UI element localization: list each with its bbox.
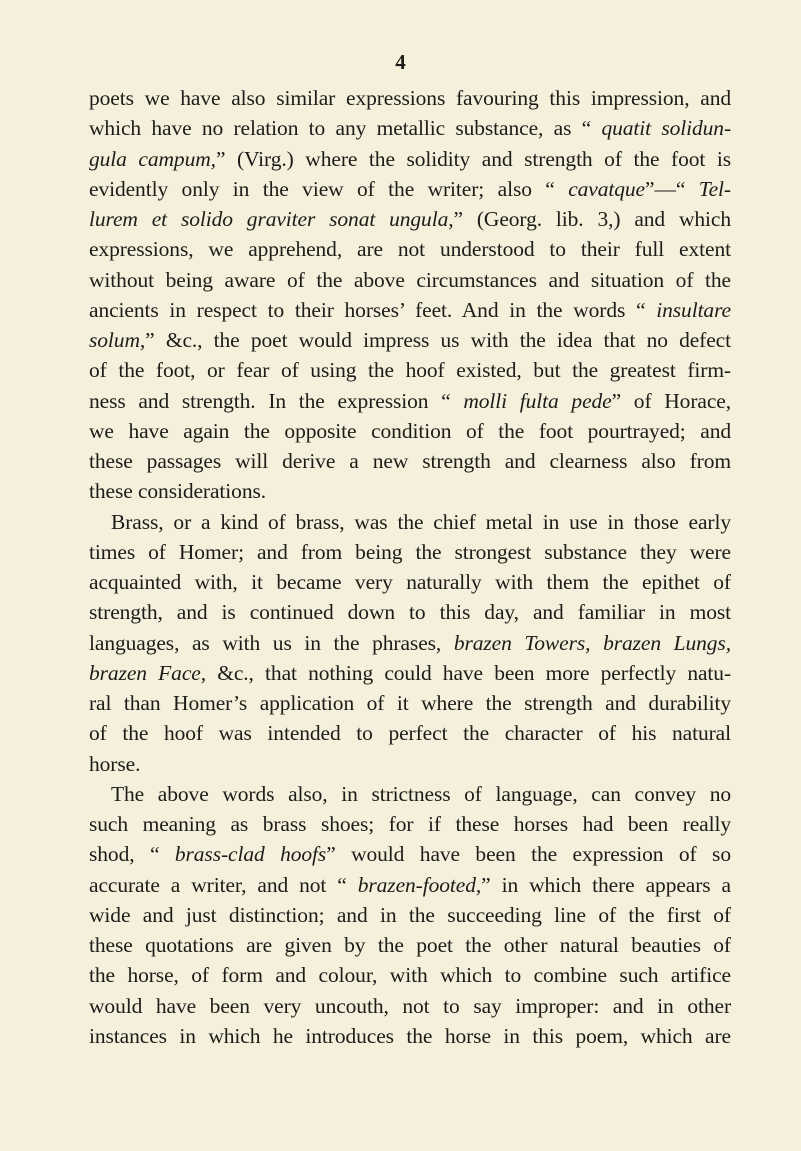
text-line [89,688,731,718]
text-line [89,839,731,869]
text-line [89,295,731,325]
text-segment: acquainted with, it became very naturally with them the epithet of [89,570,731,594]
text-segment: ”—“ [645,176,699,201]
text-segment: horse. [89,751,141,776]
text-line [89,900,731,930]
text-line [89,174,731,204]
text-segment: poets we have also similar expressions favouring this impression, and [89,86,731,110]
text-line [89,537,731,567]
text-line [89,749,731,779]
text-line [89,83,731,113]
text-segment: these quotations are given by the poet the other natural beauties of [89,933,731,957]
italic-text: brazen Towers, [453,630,591,655]
text-segment: of the hoof was intended to perfect the character of his natural [89,721,731,746]
text-line [89,991,731,1021]
text-line [89,658,731,688]
text-line [89,628,731,658]
text-segment: the horse, of form and colour, with which to combine such artifice [89,963,731,988]
text-segment: &c., that nothing could have been more perfectly natu- [206,660,732,685]
text-segment: instances in which he introduces the horse in this poem, which are [89,1023,731,1048]
text-segment: ” of Horace, [611,388,731,413]
text-segment: these passages will derive a new strength and clearness also from [89,449,731,473]
text-segment: ral than Homer’s application of it where the strength and durability [89,691,731,715]
text-line [89,960,731,990]
italic-text: brass-clad hoofs [174,842,327,867]
text-line [89,446,731,476]
page-number: 4 [395,50,406,74]
text-line [89,567,731,597]
text-segment: we have again the opposite condition of the foot pourtrayed; and [89,418,731,443]
text-line [89,476,731,506]
text-segment: ” would have been the expression of so [326,842,731,867]
text-segment: wide and just distinction; and in the succeeding line of the first of [89,902,731,927]
italic-text: molli fulta pede [463,388,612,413]
text-line [89,597,731,627]
text-line [89,113,731,143]
text-segment: strength, and is continued down to this day, and familiar in most [89,600,731,625]
text-line [89,144,731,174]
text-segment: of the foot, or fear of using the hoof existed, but the greatest firm- [89,358,731,383]
text-segment: shod, “ [89,842,175,867]
italic-text: solum, [89,328,146,352]
text-line [89,386,731,416]
text-segment: without being aware of the above circumstances and situation of the [89,267,731,292]
text-line [89,355,731,385]
text-segment: ” &c., the poet would impress us with the idea that no defect [145,328,731,352]
text-segment: The above words also, in strictness of language, can convey no [111,781,731,806]
text-line [89,718,731,748]
italic-text: quatit solidun- [601,116,732,141]
text-line [89,507,731,537]
italic-text: cavatque [568,176,645,201]
text-segment [590,631,603,655]
italic-text: insultare [656,297,731,322]
text-line [89,1021,731,1051]
text-segment: evidently only in the view of the writer; also “ [89,176,569,201]
text-line [89,204,731,234]
text-segment: such meaning as brass shoes; for if these horses had been really [89,812,731,836]
text-segment: Brass, or a kind of brass, was the chief metal in use in those early [111,509,731,534]
italic-text: brazen Lungs, [603,630,731,655]
italic-text: brazen-footed, [357,872,482,897]
text-line [89,870,731,900]
text-segment: accurate a writer, and not “ [89,872,358,897]
text-line [89,234,731,264]
italic-text: Tel- [698,176,731,201]
italic-text: brazen Face, [89,660,206,685]
italic-text: lurem et solido graviter sonat ungula, [89,207,454,231]
text-line [89,265,731,295]
text-line [89,779,731,809]
text-segment: ” (Virg.) where the solidity and strength of the foot is [215,146,732,171]
text-line [89,416,731,446]
text-line [89,325,731,355]
text-line [89,930,731,960]
text-segment: ” in which there appears a [481,872,731,897]
body-text [89,83,731,1051]
text-segment: ” (Georg. lib. 3,) and which [453,207,731,231]
text-segment: languages, as with us in the phrases, [89,630,454,655]
text-segment: times of Homer; and from being the strongest substance they were [89,539,731,564]
italic-text: gula campum, [89,146,216,171]
text-segment: which have no relation to any metallic substance, as “ [89,116,602,141]
text-segment: expressions, we apprehend, are not understood to their full extent [89,237,731,262]
text-segment: ness and strength. In the expression “ [89,388,464,413]
text-segment: these considerations. [89,479,267,504]
text-segment: would have been very uncouth, not to say improper: and in other [89,993,731,1018]
text-segment: ancients in respect to their horses’ feet. And in the words “ [89,297,657,322]
text-line [89,809,731,839]
